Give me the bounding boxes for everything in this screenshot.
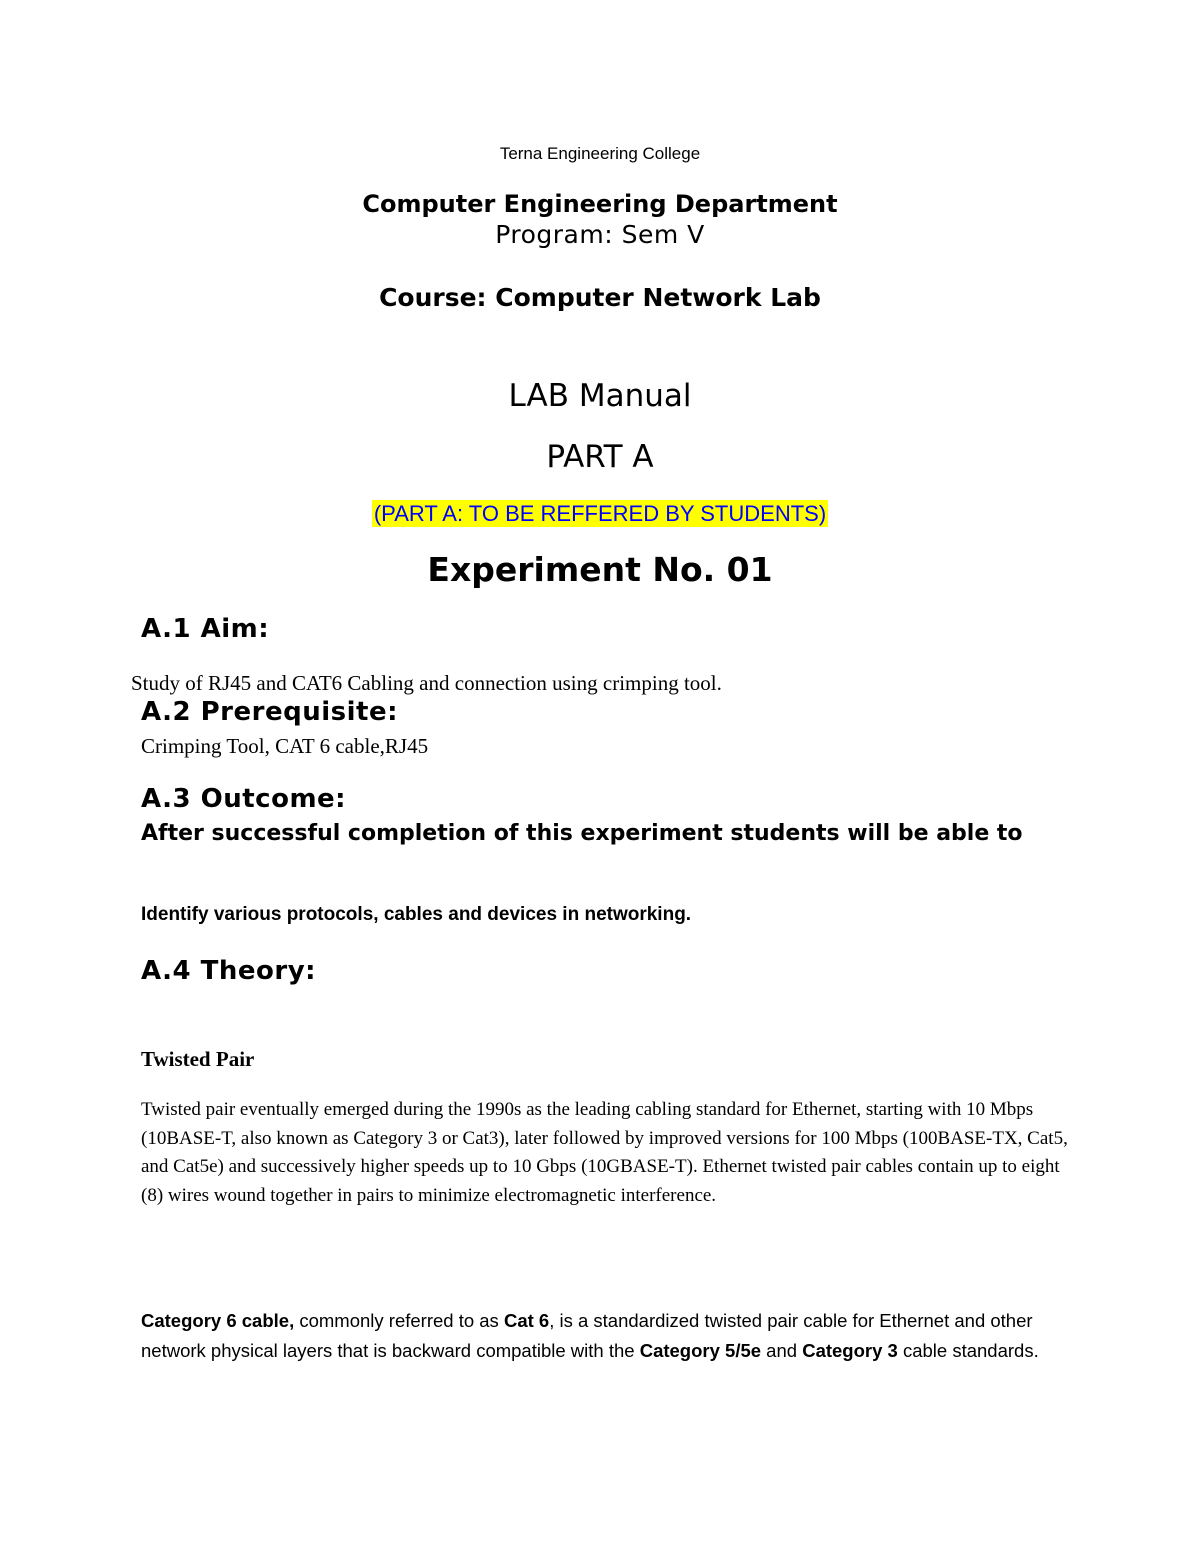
cat6-bold-3: Category 3 (802, 1340, 898, 1361)
program-label: Program: Sem V (495, 220, 705, 249)
college-name: Terna Engineering College (499, 144, 701, 163)
cat6-text-1: commonly referred to as (294, 1310, 504, 1331)
part-title: PART A (546, 439, 654, 475)
aim-heading: A.1 Aim: (141, 614, 270, 644)
outcome-intro: After successful completion of this experiment students will be able to (141, 821, 1023, 846)
prerequisite-text: Crimping Tool, CAT 6 cable,RJ45 (141, 734, 429, 758)
twisted-pair-heading: Twisted Pair (141, 1047, 255, 1071)
cat6-text-3: and (761, 1340, 803, 1361)
cat6-text-4: cable standards. (897, 1340, 1039, 1361)
cat6-bold-2: Category 5/5e (639, 1340, 762, 1361)
department-title: Computer Engineering Department (362, 190, 838, 218)
experiment-title: Experiment No. 01 (427, 550, 773, 589)
outcome-text: Identify various protocols, cables and devices in networking. (141, 904, 692, 925)
manual-title: LAB Manual (508, 378, 692, 414)
prerequisite-heading: A.2 Prerequisite: (141, 697, 398, 727)
part-note-line (0, 501, 1200, 527)
cat6-text-2: , is a standardized twisted pair cable for Ethernet and other network physical layers that is backward compatible with the (141, 1310, 1033, 1361)
aim-text: Study of RJ45 and CAT6 Cabling and connection using crimping tool. (131, 671, 722, 695)
cat6-bold-1: Cat 6 (503, 1310, 550, 1331)
cat6-paragraph (141, 1306, 1071, 1366)
theory-heading: A.4 Theory: (141, 956, 317, 986)
twisted-pair-paragraph: Twisted pair eventually emerged during the 1990s as the leading cabling standard for Ethernet, starting with 10 Mbps (10BASE-T, also known as Category 3 or Cat3), later followed by improved versions for 100 Mbps (100BASE-TX, Cat5, and Cat5e) and successively higher speeds up to 10 Gbps (10GBASE-T). Ethernet twisted pair cables contain up to eight (8) wires wound together in pairs to minimize electromagnetic interference. (141, 1099, 1068, 1206)
course-title: Course: Computer Network Lab (379, 283, 821, 312)
part-note-highlight: (PART A: TO BE REFFERED BY STUDENTS) (373, 501, 827, 526)
outcome-heading: A.3 Outcome: (141, 784, 347, 814)
cat6-term: Category 6 cable, (141, 1310, 295, 1331)
